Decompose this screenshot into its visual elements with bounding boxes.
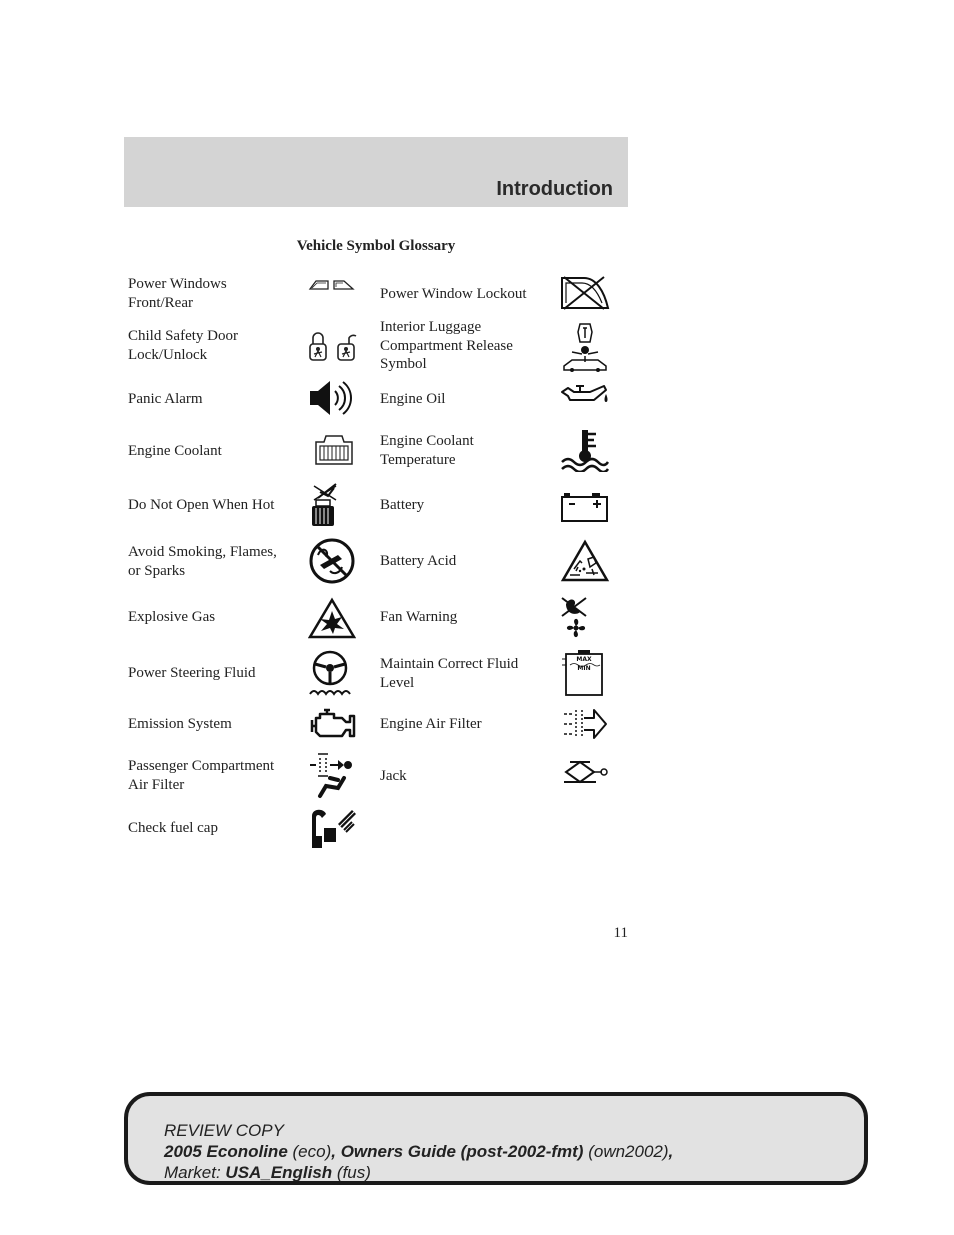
label-coolant-temperature: Engine Coolant Temperature: [380, 433, 474, 468]
glossary-title: Vehicle Symbol Glossary: [296, 238, 456, 254]
label-fluid-level: Maintain Correct Fluid Level: [380, 656, 519, 691]
steering-fluid-icon: [308, 650, 352, 698]
label-panic-alarm: Panic Alarm: [128, 391, 203, 407]
label-emission-system: Emission System: [128, 716, 232, 732]
engine-oil-icon: [560, 382, 610, 406]
section-header-band: [124, 137, 628, 207]
footer-sep1: ,: [331, 1142, 341, 1161]
section-title: Introduction: [496, 178, 613, 200]
label-do-not-open-hot: Do Not Open When Hot: [128, 497, 275, 513]
cabin-air-filter-icon: [308, 750, 356, 800]
label-jack: Jack: [380, 768, 407, 784]
footer-guide: Owners Guide (post-2002-fmt): [340, 1142, 584, 1161]
label-fan-warning: Fan Warning: [380, 609, 458, 625]
label-engine-coolant: Engine Coolant: [128, 443, 222, 459]
label-cabin-air-filter: Passenger Compartment Air Filter: [128, 758, 275, 793]
label-power-steering-fluid: Power Steering Fluid: [128, 665, 256, 681]
window-lockout-icon: [560, 275, 610, 311]
label-check-fuel-cap: Check fuel cap: [128, 820, 218, 836]
review-copy-text: [164, 1120, 673, 1183]
air-filter-icon: [560, 706, 610, 742]
footer-sep2: ,: [668, 1142, 674, 1161]
label-avoid-smoking: Avoid Smoking, Flames, or Sparks: [128, 544, 277, 579]
fluid-min-text: MIN: [577, 665, 591, 672]
luggage-release-icon: [560, 320, 610, 372]
footer-model: 2005 Econoline: [164, 1142, 288, 1161]
fluid-level-icon: [560, 649, 610, 697]
fuel-cap-icon: [308, 806, 358, 850]
label-explosive-gas: Explosive Gas: [128, 609, 216, 625]
coolant-temperature-icon: [560, 428, 610, 472]
footer-model-code: (eco): [292, 1142, 332, 1161]
review-copy-box: [124, 1092, 868, 1185]
review-copy-label: REVIEW COPY: [164, 1121, 284, 1140]
label-engine-oil: Engine Oil: [380, 391, 446, 407]
label-window-lockout: Power Window Lockout: [380, 286, 527, 302]
footer-guide-code: (own2002): [588, 1142, 669, 1161]
jack-icon: [560, 758, 610, 788]
page-number: 11: [613, 925, 628, 941]
label-air-filter: Engine Air Filter: [380, 716, 482, 732]
label-battery-acid: Battery Acid: [380, 553, 457, 569]
child-safety-lock-icon: [308, 330, 358, 364]
battery-icon: [560, 487, 610, 523]
power-windows-icon: [308, 278, 356, 292]
emission-system-icon: [308, 708, 356, 740]
label-battery: Battery: [380, 497, 425, 513]
footer-market: USA_English: [225, 1163, 333, 1182]
no-smoking-icon: [308, 537, 356, 585]
engine-coolant-icon: [312, 434, 356, 466]
fan-warning-icon: [560, 594, 594, 640]
explosive-gas-icon: [308, 597, 356, 639]
battery-acid-icon: [560, 539, 610, 583]
footer-market-code: (fus): [336, 1163, 371, 1182]
label-luggage-release: Interior Luggage Compartment Release Symbol: [380, 319, 513, 372]
footer-market-label: Market:: [164, 1163, 221, 1182]
panic-alarm-icon: [308, 379, 356, 417]
do-not-open-hot-icon: [308, 482, 342, 528]
label-power-windows: Power Windows Front/Rear: [128, 276, 227, 311]
label-child-safety: Child Safety Door Lock/Unlock: [128, 328, 238, 363]
fluid-max-text: MAX: [576, 656, 592, 663]
